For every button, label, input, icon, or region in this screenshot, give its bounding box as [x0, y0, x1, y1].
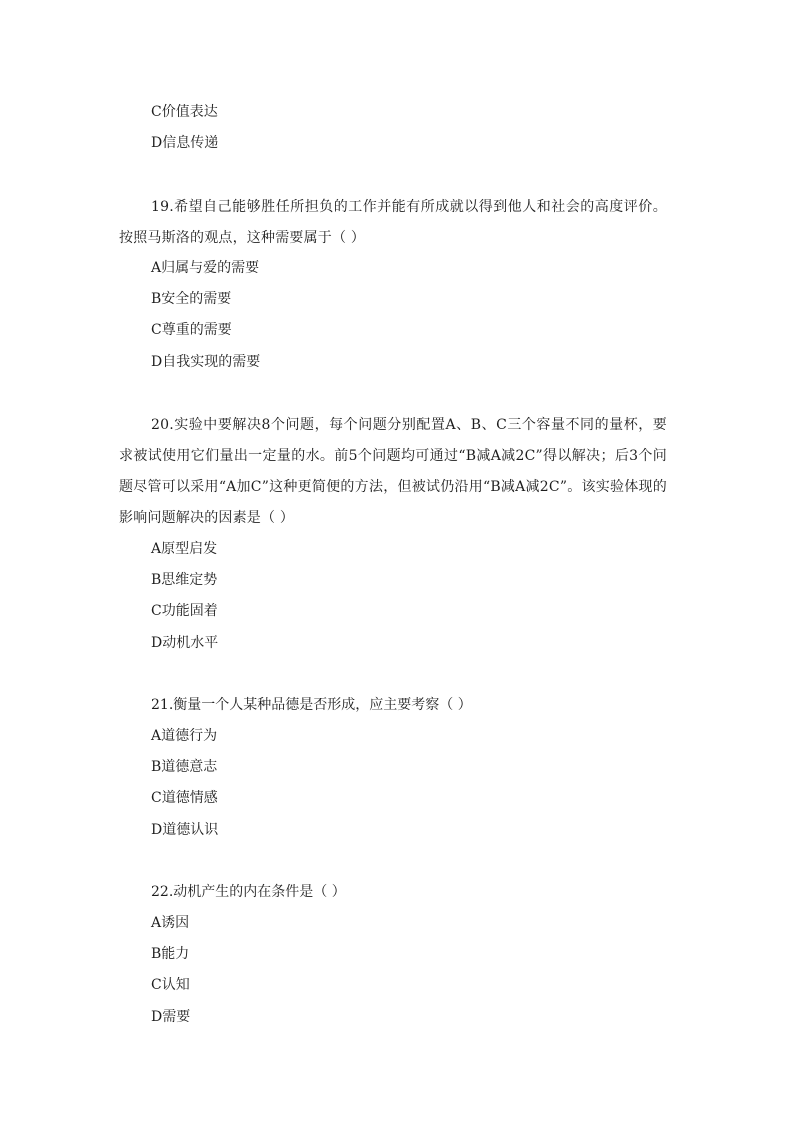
question-19-option-b: B安全的需要 — [151, 291, 232, 307]
question-21-stem: 21.衡量一个人某种品德是否形成，应主要考察（ ） — [151, 697, 472, 713]
question-20-option-a: A原型启发 — [151, 541, 218, 557]
question-19-option-c: C尊重的需要 — [151, 322, 232, 338]
question-22-option-a: A诱因 — [151, 915, 190, 931]
question-21-option-a: A道德行为 — [151, 728, 218, 744]
question-21-option-b: B道德意志 — [151, 759, 218, 775]
question-22-option-b: B能力 — [151, 946, 190, 962]
question-21-option-d: D道德认识 — [151, 822, 219, 838]
question-20-option-b: B思维定势 — [151, 572, 218, 588]
question-20-option-d: D动机水平 — [151, 635, 219, 651]
question-19-stem: 19.希望自己能够胜任所担负的工作并能有所成就以得到他人和社会的高度评价。按照马斯洛的观点，这种需要属于（ ） — [119, 199, 667, 246]
question-19-option-a: A归属与爱的需要 — [151, 260, 260, 276]
question-20-stem: 20.实验中要解决8个问题，每个问题分别配置A、B、C三个容量不同的量杯，要求被试使用它们量出一定量的水。前5个问题均可通过“B减A减2C”得以解决；后3个问题尽管可以采用“A加C”这种更简便的方法，但被试仍沿用“B减A减2C”。该实验体现的影响问题解决的因素是（ ） — [119, 417, 667, 526]
question-22-option-d: D需要 — [151, 1009, 191, 1025]
question-19-option-d: D自我实现的需要 — [151, 354, 261, 370]
question-21-option-c: C道德情感 — [151, 790, 218, 806]
option-d-prev: D信息传递 — [151, 135, 219, 151]
option-c-prev: C价值表达 — [151, 104, 218, 120]
question-22-option-c: C认知 — [151, 977, 190, 993]
question-20-option-c: C功能固着 — [151, 603, 218, 619]
question-22-stem: 22.动机产生的内在条件是（ ） — [151, 884, 346, 900]
